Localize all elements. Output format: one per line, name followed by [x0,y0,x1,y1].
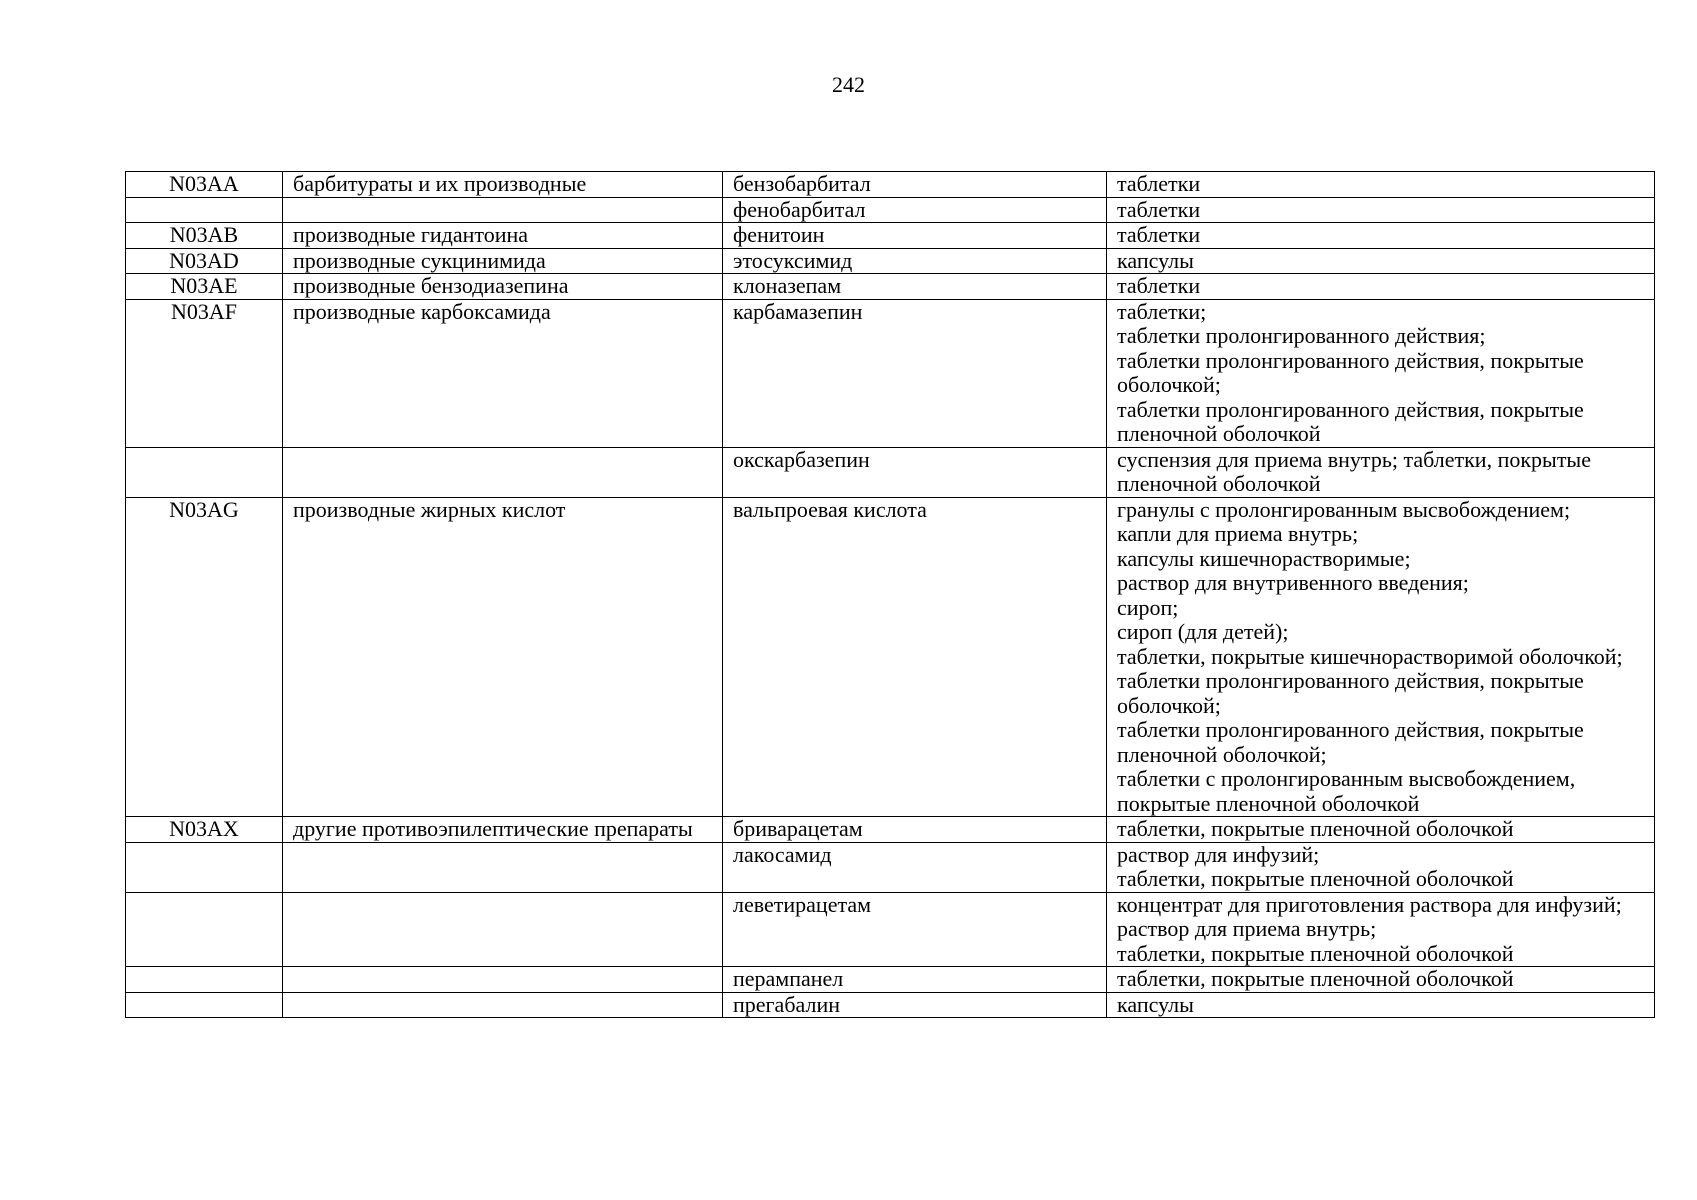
form-line: раствор для приема внутрь; [1117,916,1377,941]
form-line: таблетки, покрытые пленочной оболочкой [1117,816,1514,841]
form-line: капли для приема внутрь; [1117,521,1359,546]
form-line: таблетки; [1117,298,1207,324]
forms-cell [1107,172,1655,198]
form-line: раствор для внутривенного введения; [1117,570,1469,595]
drug-cell: карбамазепин [723,299,1107,447]
forms-cell [1107,447,1655,497]
forms-cell [1107,817,1655,843]
page-number: 242 [832,72,865,97]
form-line: таблетки, покрытые пленочной оболочкой [1117,966,1514,991]
form-line: капсулы [1117,991,1194,1017]
table-row [126,842,1655,892]
form-line: таблетки пролонгированного действия, покрытые оболочкой; [1117,668,1584,718]
forms-cell [1107,274,1655,300]
drug-cell: бензобарбитал [723,172,1107,198]
group-cell: производные сукцинимида [283,248,723,274]
table-row [126,892,1655,967]
table-row [126,197,1655,223]
table-row [126,248,1655,274]
atc-code-cell: N03AA [126,172,283,198]
form-line: раствор для инфузий; [1117,841,1320,867]
forms-cell [1107,299,1655,447]
group-cell [283,447,723,497]
atc-code-cell: N03AE [126,274,283,300]
form-line: концентрат для приготовления раствора для инфузий; [1117,891,1622,917]
table-row [126,172,1655,198]
drug-cell: фенитоин [723,223,1107,249]
form-line: таблетки, покрытые пленочной оболочкой [1117,940,1514,966]
table-row [126,817,1655,843]
atc-code-cell [126,992,283,1018]
drug-cell: лакосамид [723,842,1107,892]
atc-code-cell: N03AX [126,817,283,843]
form-line: суспензия для приема внутрь; таблетки, покрытые пленочной оболочкой [1117,446,1591,496]
atc-code-cell [126,197,283,223]
group-cell: производные бензодиазепина [283,274,723,300]
group-cell [283,197,723,223]
atc-code-cell: N03AG [126,497,283,817]
atc-code-cell: N03AF [126,299,283,447]
group-cell [283,842,723,892]
group-cell: производные жирных кислот [283,497,723,817]
drug-cell: бриварацетам [723,817,1107,843]
group-cell: барбитураты и их производные [283,172,723,198]
form-line: капсулы [1117,247,1194,273]
form-line: таблетки [1117,222,1201,247]
form-line: таблетки, покрытые кишечнорастворимой оболочкой; [1117,643,1623,669]
group-cell: производные карбоксамида [283,299,723,447]
form-line: таблетки [1117,196,1201,222]
form-line: таблетки пролонгированного действия, покрытые пленочной оболочкой; [1117,717,1584,767]
form-line: капсулы кишечнорастворимые; [1117,545,1411,571]
atc-code-cell: N03AB [126,223,283,249]
drug-cell: фенобарбитал [723,197,1107,223]
table-row [126,992,1655,1018]
form-line: сироп; [1117,594,1179,620]
forms-cell [1107,992,1655,1018]
drug-cell: прегабалин [723,992,1107,1018]
table-row [126,299,1655,447]
forms-cell [1107,842,1655,892]
table-row [126,967,1655,993]
forms-cell [1107,967,1655,993]
atc-code-cell [126,842,283,892]
forms-cell [1107,497,1655,817]
atc-code-cell [126,892,283,967]
forms-cell [1107,223,1655,249]
group-cell: другие противоэпилептические препараты [283,817,723,843]
atc-code-cell [126,967,283,993]
table-row [126,447,1655,497]
group-cell [283,967,723,993]
group-cell: производные гидантоина [283,223,723,249]
drug-cell: вальпроевая кислота [723,497,1107,817]
form-line: таблетки с пролонгированным высвобождением, покрытые пленочной оболочкой [1117,766,1576,816]
form-line: таблетки [1117,171,1201,196]
forms-cell [1107,197,1655,223]
atc-code-cell: N03AD [126,248,283,274]
drug-cell: перампанел [723,967,1107,993]
drug-cell: этосуксимид [723,248,1107,274]
atc-code-cell [126,447,283,497]
forms-cell [1107,248,1655,274]
form-line: таблетки пролонгированного действия, покрытые пленочной оболочкой [1117,396,1584,446]
form-line: таблетки пролонгированного действия; [1117,323,1486,348]
form-line: таблетки пролонгированного действия, покрытые оболочкой; [1117,347,1584,397]
drug-table [125,171,1655,1018]
forms-cell [1107,892,1655,967]
table-row [126,497,1655,817]
form-line: таблетки, покрытые пленочной оболочкой [1117,866,1514,891]
drug-cell: окскарбазепин [723,447,1107,497]
table-row [126,223,1655,249]
drug-cell: клоназепам [723,274,1107,300]
group-cell [283,892,723,967]
form-line: таблетки [1117,273,1201,298]
drug-cell: леветирацетам [723,892,1107,967]
group-cell [283,992,723,1018]
form-line: гранулы с пролонгированным высвобождением; [1117,496,1571,522]
table-row [126,274,1655,300]
form-line: сироп (для детей); [1117,619,1289,644]
